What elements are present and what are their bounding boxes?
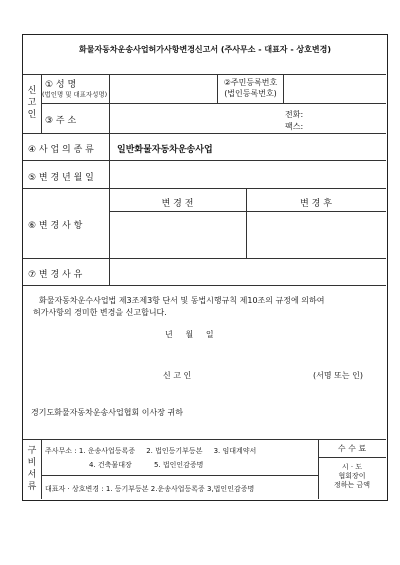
documents-label-line <box>41 439 42 499</box>
title-divider <box>23 74 386 75</box>
report-form <box>22 34 388 501</box>
rep-docs-line: 대표자 · 상호변경 : 1. 등기부등본 2.운송사업등록증 3,법인인감증명 <box>45 485 255 493</box>
business-divider <box>23 160 386 161</box>
name-sublabel: (법인명 및 대표자성명) <box>42 90 108 99</box>
statement-line-2: 허가사항의 경미한 변경을 신고합니다. <box>33 308 167 317</box>
regno-value[interactable] <box>285 76 384 101</box>
fee-label: 수 수 료 <box>337 444 367 453</box>
documents-divider <box>41 475 318 476</box>
fax-label: 팩스: <box>285 122 304 131</box>
before-label: 변 경 전 <box>161 199 194 209</box>
change-items-label: ⑥ 변 경 사 항 <box>28 221 83 231</box>
reason-divider <box>23 285 386 286</box>
applicant-bottom <box>23 133 386 134</box>
label-column-line <box>109 74 110 285</box>
regno-right-line <box>283 74 284 103</box>
documents-label: 구 비 서 류 <box>27 446 37 492</box>
change-date-value[interactable] <box>111 162 384 186</box>
applicant-label: 신 고 인 <box>27 86 37 120</box>
name-label: ① 성 명 <box>45 80 77 90</box>
before-after-divider <box>109 211 386 212</box>
sign-note: (서명 또는 인) <box>313 371 363 380</box>
after-label: 변 경 후 <box>300 199 332 209</box>
address-value[interactable] <box>111 105 281 131</box>
business-type-value: 일반화물자동차운송사업 <box>117 145 213 155</box>
changes-divider <box>23 258 386 259</box>
after-value[interactable] <box>248 213 384 256</box>
date-divider <box>23 188 386 189</box>
business-type-label: ④ 사 업 의 종 류 <box>28 145 94 155</box>
change-date-label: ⑤ 변 경 년 월 일 <box>28 173 94 183</box>
phone-label: 전화: <box>285 110 304 119</box>
fee-divider <box>318 457 386 458</box>
address-label: ③ 주 소 <box>45 116 77 126</box>
before-value[interactable] <box>111 213 244 256</box>
name-value[interactable] <box>111 76 215 101</box>
applicant-sign-label: 신 고 인 <box>163 371 192 380</box>
form-title: 화물자동차운송사업허가사항변경신고서 (주사무소 - 대표자 - 상호변경) <box>79 45 331 54</box>
change-reason-value[interactable] <box>111 260 384 283</box>
date-line: 년 월 일 <box>165 330 214 339</box>
office-docs-line-1: 주사무소 : 1. 운송사업등록증 2. 법인등기부등본 3. 임대계약서 <box>45 447 257 455</box>
change-reason-label: ⑦ 변 경 사 유 <box>28 270 83 280</box>
statement-line-1: 화물자동차운수사업법 제3조제3항 단서 및 동법시행규칙 제10조의 규정에 의하여 <box>39 296 325 305</box>
regno-label: ②주민등록번호 (법인등록번호) <box>223 78 278 98</box>
office-docs-line-2: 4. 건축물대장 5. 법인인감증명 <box>89 461 204 469</box>
fee-value: 시 · 도 협회장이 정하는 금액 <box>333 463 371 489</box>
applicant-divider <box>41 103 386 104</box>
applicant-label-line <box>41 74 42 133</box>
recipient-line: 경기도화물자동차운송사업협회 이사장 귀하 <box>31 408 183 417</box>
statement-divider <box>23 439 386 440</box>
